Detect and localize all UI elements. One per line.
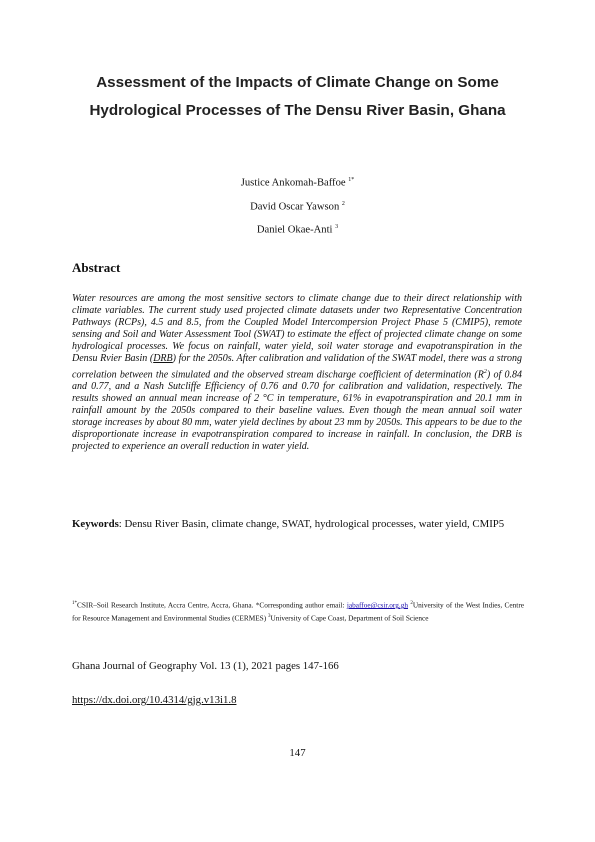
author-1: Justice Ankomah-Baffoe $^{1*}$ [240, 177, 355, 189]
affiliation-footnote: $^{1*}$CSIR–Soil Research Institute, Accra Centre, Accra, Ghana. *Corresponding author email: jabaffoe@csir.org.gh $^2$University of the West Indies, Centre for Resource Management and Environmental Studies (CERMES) $^3$University of Cape Coast, Department of Soil Science [72, 600, 524, 623]
journal-citation: Ghana Journal of Geography Vol. 13 (1), 2021 pages 147-166 [72, 660, 339, 672]
abstract-heading: Abstract [72, 260, 121, 275]
page-number: 147 [289, 747, 306, 759]
author-3: Daniel Okae-Anti $^3$ [256, 224, 339, 236]
drb-link: DRB [153, 353, 173, 365]
abstract-body: Water resources are among the most sensitive sectors to climate change due to their direct relationship with climate variables. The current study used projected climate datasets under two Representative Concentration Pathways (RCPs), 4.5 and 8.5, from the Coupled Model Intercompersion Project Phase 5 (CMIP5), remote sensing and Soil and Water Assessment Tool (SWAT) to estimate the effect of projected climate change on some hydrological processes. We focus on rainfall, water yield, soil water storage and evapotranspiration in the Densu Rvier Basin (DRB) for the 2050s. After calibration and validation of the SWAT model, there was a strong correlation between the simulated and the observed stream discharge coefficient of determination $(R^2)$ of 0.84 and 0.77, and a Nash Sutcliffe Efficiency of 0.76 and 0.70 for calibration and validation, respectively. The results showed an annual mean increase of 2 °C in temperature, 61% in evapotranspiration and 20.1 mm in rainfall amount by the 2050s compared to their baseline values. Even though the mean annual soil water storage increases by about 80 mm, water yield declines by about 23 mm by 2050s. This appears to be due to the disproportionate increase in evapotranspiration compared to increase in rainfall. In conclusion, the DRB is projected to experience an overall reduction in water yield. [72, 293, 522, 453]
keywords-text: : Densu River Basin, climate change, SWAT, hydrological processes, water yield, CMIP5 [118, 518, 505, 530]
title-line-1: Assessment of the Impacts of Climate Change on Some [96, 74, 499, 91]
keywords [72, 514, 524, 535]
title-line-2: Hydrological Processes of The Densu River Basin, Ghana [89, 102, 506, 119]
author-2: David Oscar Yawson $^2$ [250, 200, 345, 213]
author-list [0, 170, 595, 241]
keywords-label: Keywords [72, 518, 119, 530]
paper-title [60, 69, 535, 125]
doi-link[interactable]: https://dx.doi.org/10.4314/gjg.v13i1.8 [72, 694, 237, 706]
author-email-link[interactable]: jabaffoe@csir.org.gh [346, 600, 408, 610]
